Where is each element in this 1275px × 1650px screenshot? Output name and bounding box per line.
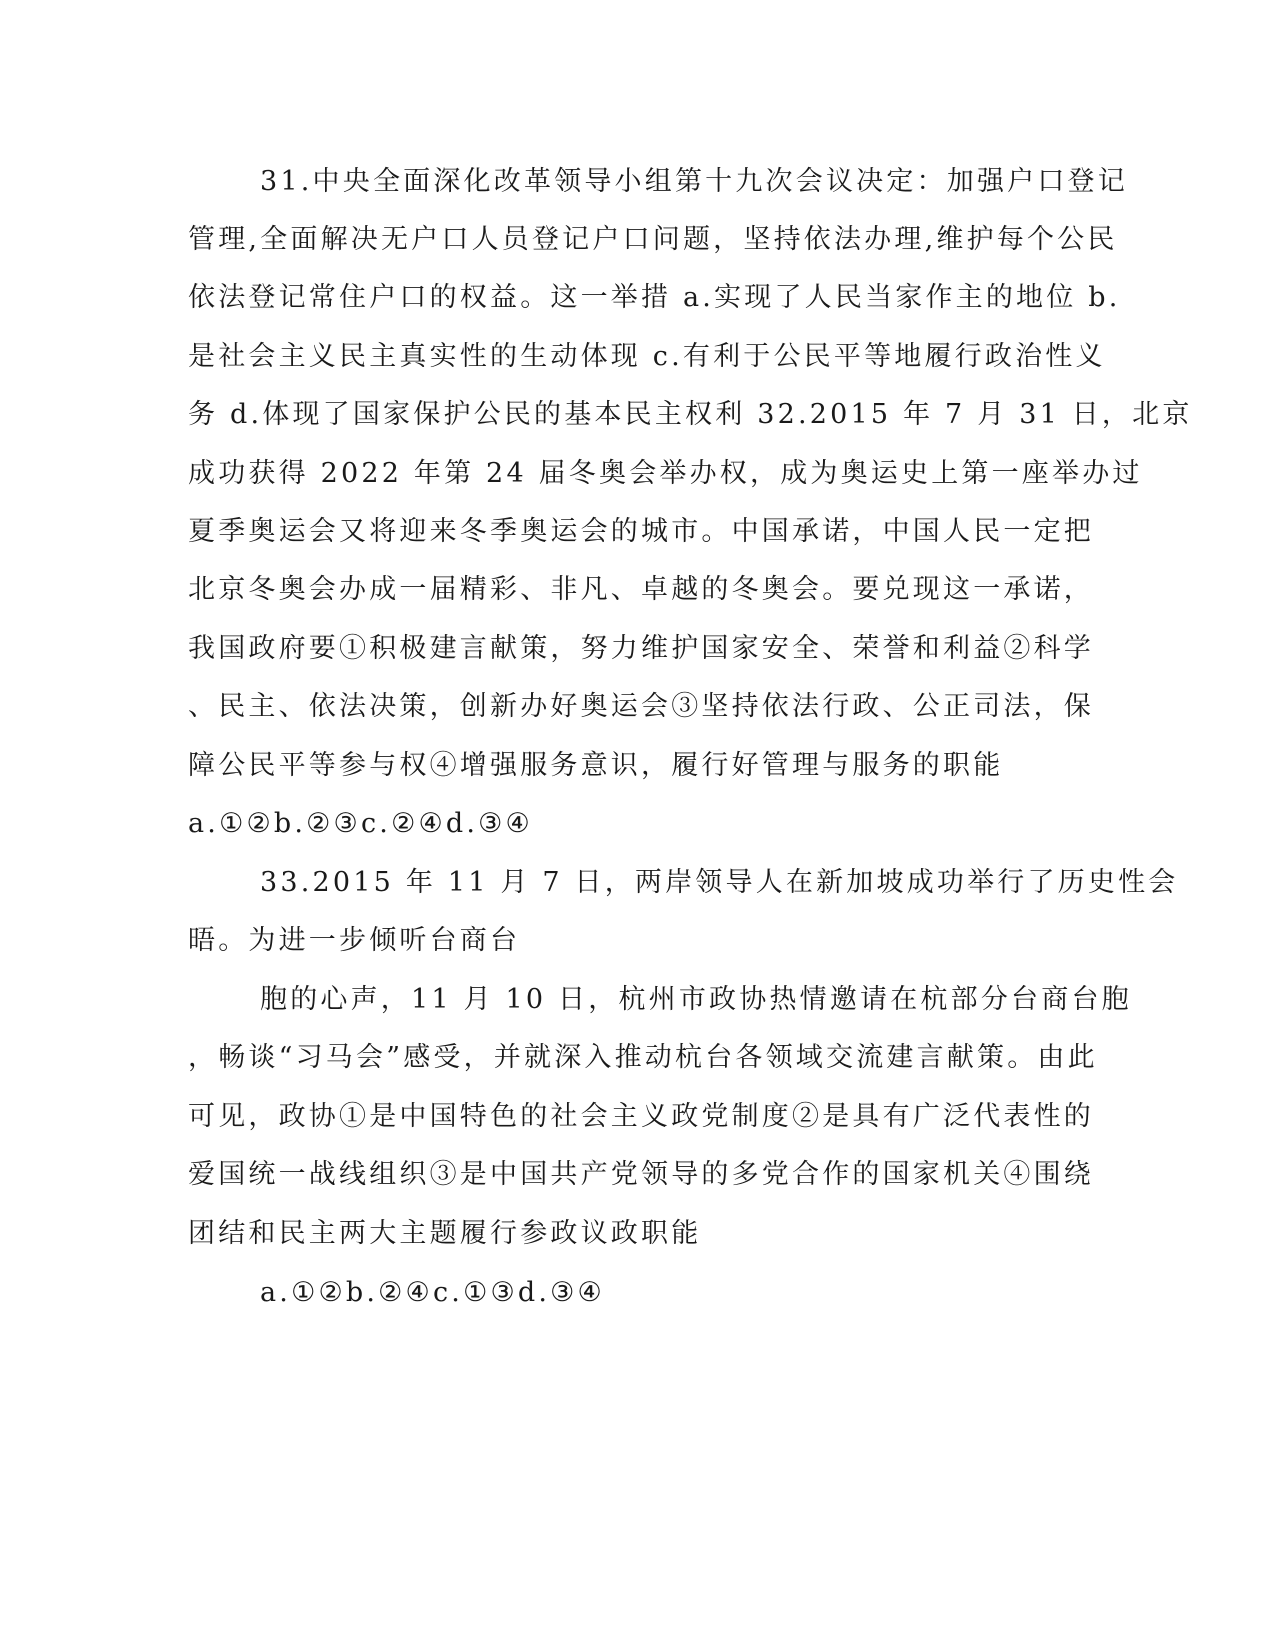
question-31-line-3: 依法登记常住户口的权益。这一举措 a.实现了人民当家作主的地位 b. (188, 282, 1121, 313)
question-33-line-1: 33.2015 年 11 月 7 日，两岸领导人在新加坡成功举行了历史性会 (260, 867, 1179, 898)
question-31-line-2: 管理,全面解决无户口人员登记户口问题，坚持依法办理,维护每个公民 (188, 224, 1118, 255)
question-33-line-3: 胞的心声，11 月 10 日，杭州市政协热情邀请在杭部分台商台胞 (260, 984, 1132, 1015)
question-32-line-5: 、民主、依法决策，创新办好奥运会③坚持依法行政、公正司法，保 (188, 691, 1094, 722)
question-31-line-5: 务 d.体现了国家保护公民的基本民主权利 32.2015 年 7 月 31 日，北京 (188, 399, 1193, 430)
question-32-options: a.①②b.②③c.②④d.③④ (188, 808, 533, 839)
question-33-line-6: 爱国统一战线组织③是中国共产党领导的多党合作的国家机关④围绕 (188, 1159, 1094, 1190)
question-32-line-2: 夏季奥运会又将迎来冬季奥运会的城市。中国承诺，中国人民一定把 (188, 516, 1094, 547)
question-32-line-1: 成功获得 2022 年第 24 届冬奥会举办权，成为奥运史上第一座举办过 (188, 458, 1143, 489)
question-32-line-4: 我国政府要①积极建言献策，努力维护国家安全、荣誉和利益②科学 (188, 633, 1094, 664)
question-33-line-7: 团结和民主两大主题履行参政议政职能 (188, 1218, 702, 1249)
question-33-options: a.①②b.②④c.①③d.③④ (260, 1277, 605, 1308)
question-31-line-1: 31.中央全面深化改革领导小组第十九次会议决定：加强户口登记 (260, 166, 1128, 197)
question-33-line-2: 晤。为进一步倾听台商台 (188, 925, 521, 956)
question-32-line-6: 障公民平等参与权④增强服务意识，履行好管理与服务的职能 (188, 750, 1004, 781)
question-31-line-4: 是社会主义民主真实性的生动体现 c.有利于公民平等地履行政治性义 (188, 341, 1106, 372)
question-33-line-5: 可见，政协①是中国特色的社会主义政党制度②是具有广泛代表性的 (188, 1101, 1094, 1132)
question-33-line-4: ，畅谈“习马会”感受，并就深入推动杭台各领域交流建言献策。由此 (188, 1042, 1098, 1073)
question-32-line-3: 北京冬奥会办成一届精彩、非凡、卓越的冬奥会。要兑现这一承诺， (188, 574, 1094, 605)
